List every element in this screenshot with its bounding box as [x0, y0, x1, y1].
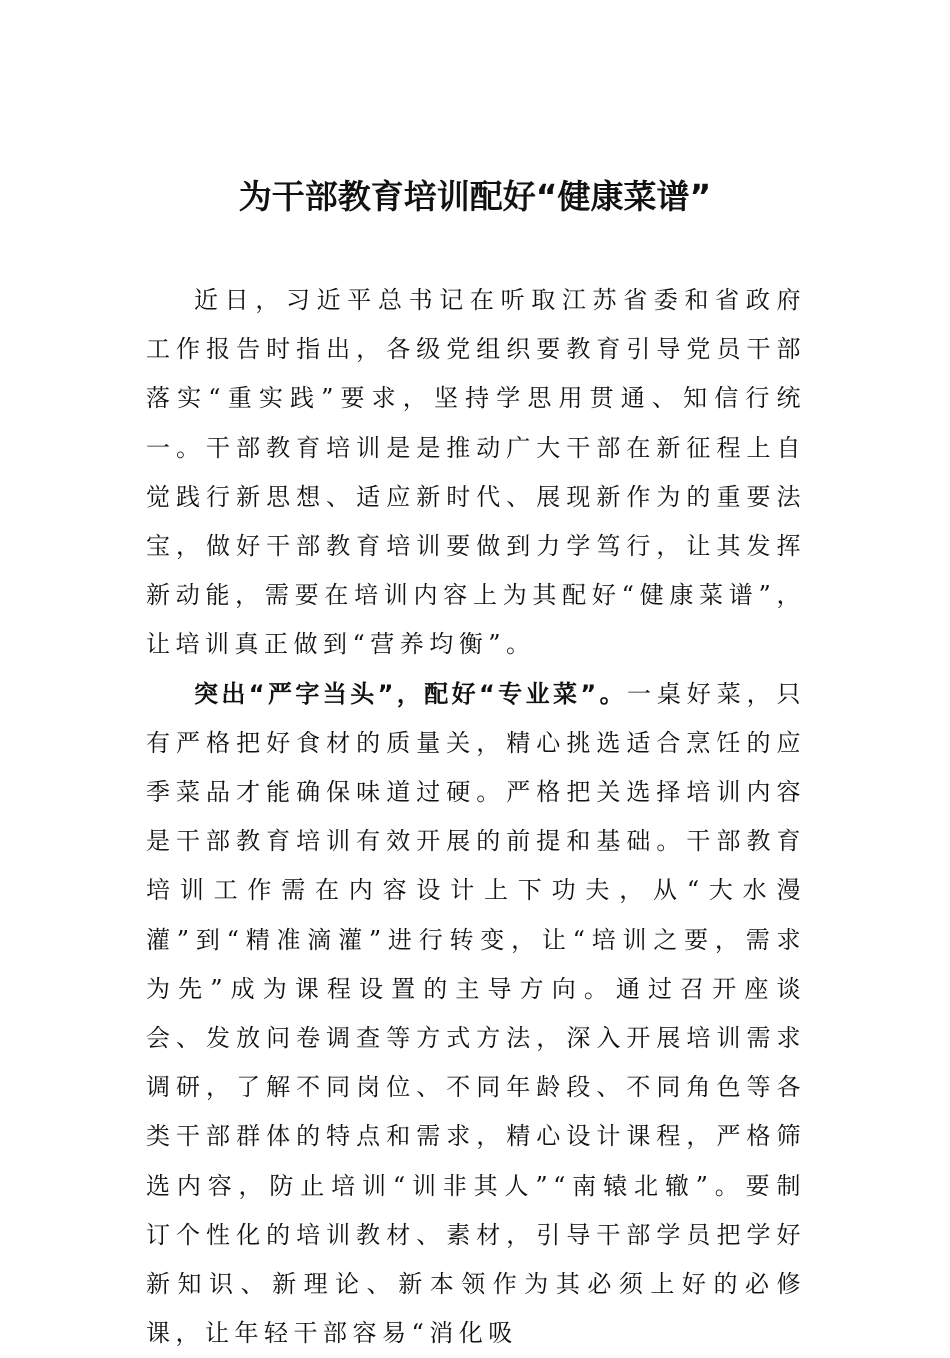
paragraph-intro: 近日，习近平总书记在听取江苏省委和省政府工作报告时指出，各级党组织要教育引导党员干部落实“重实践”要求，坚持学思用贯通、知信行统一。干部教育培训是是推动广大干部在新征程上自觉践行新思想、适应新时代、展现新作为的重要法宝，做好干部教育培训要做到力学笃行，让其发挥新动能，需要在培训内容上为其配好“健康菜谱”，让培训真正做到“营养均衡”。: [146, 286, 806, 659]
article-title: 为干部教育培训配好“健康菜谱”: [238, 177, 712, 216]
paragraph-body-text: 一桌好菜，只有严格把好食材的质量关，精心挑选适合烹饪的应季菜品才能确保味道过硬。严格把关选择培训内容是干部教育培训有效开展的前提和基础。干部教育培训工作需在内容设计上下功夫，从“大水漫灌”到“精准滴灌”进行转变，让“培训之要，需求为先”成为课程设置的主导方向。通过召开座谈会、发放问卷调查等方式方法，深入开展培训需求调研，了解不同岗位、不同年龄段、不同角色等各类干部群体的特点和需求，精心设计课程，严格筛选内容，防止培训“训非其人”“南辕北辙”。要制订个性化的培训教材、素材，引导干部学员把学好新知识、新理论、新本领作为其必须上好的必修课，让年轻干部容易“消化吸: [146, 679, 807, 1348]
article-body: [146, 276, 806, 1358]
paragraph-strict-content: [146, 670, 806, 1358]
paragraph-lead-heading: 突出“严字当头”，配好“专业菜”。: [194, 679, 627, 708]
